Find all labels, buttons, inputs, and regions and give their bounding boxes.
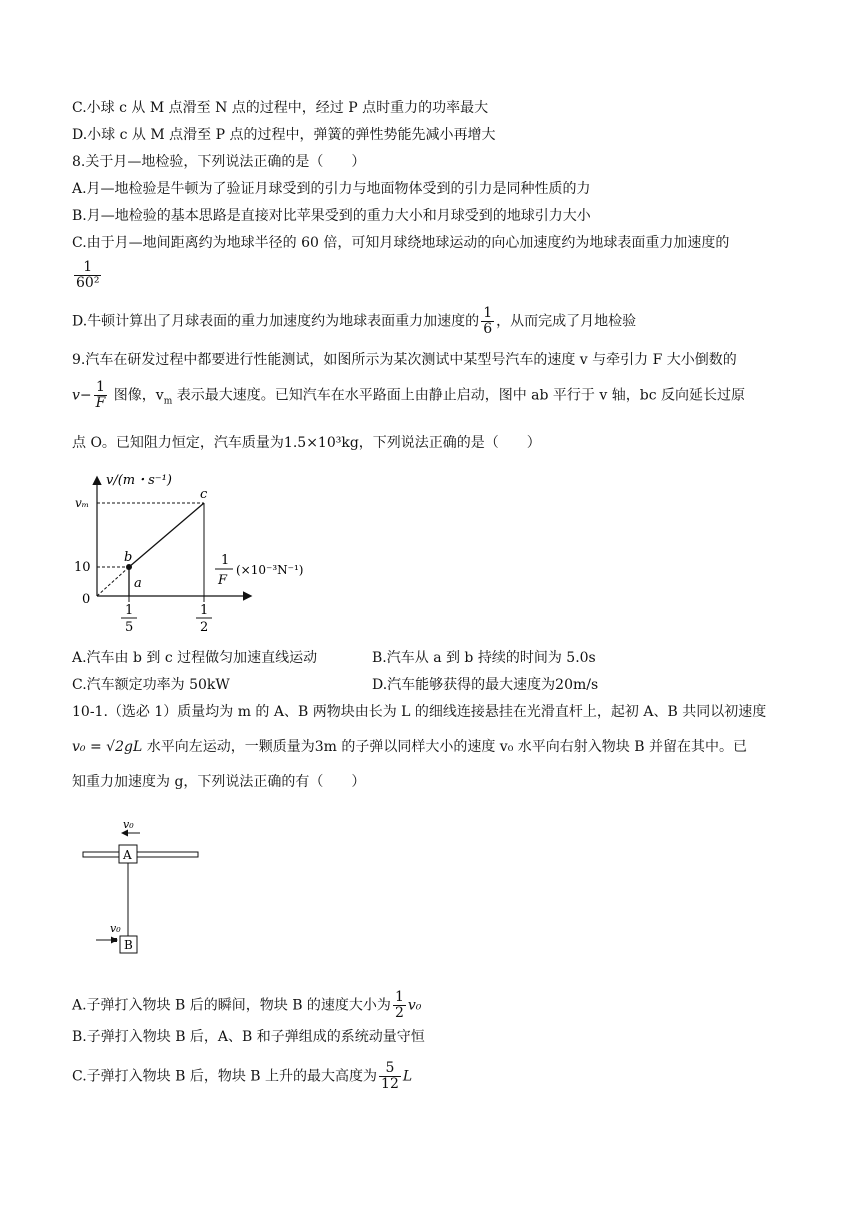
q8-option-c-fraction xyxy=(72,260,103,291)
q10-line2-text: 水平向左运动，一颗质量为3m 的子弹以同样大小的速度 v₀ 水平向右射入物块 B 并留在其中。已 xyxy=(142,739,747,755)
point-c-label: c xyxy=(200,487,208,502)
y-axis-label: v/(m・s⁻¹) xyxy=(106,473,172,488)
fraction-denominator: F xyxy=(95,395,106,411)
point-b-label: b xyxy=(124,550,133,565)
vm-label: vₘ xyxy=(75,496,90,510)
fraction-numerator: 1 xyxy=(94,380,108,396)
fraction-denominator: 6 xyxy=(483,321,493,337)
y-tick-10: 10 xyxy=(74,560,91,575)
segment-bc xyxy=(129,503,204,567)
fraction-denominator: 60² xyxy=(76,275,100,291)
fraction-numerator: 1 xyxy=(74,260,101,276)
x-tick2-num: 1 xyxy=(200,603,209,618)
q9-option-d: D.汽车能够获得的最大速度为20m/s xyxy=(372,677,599,693)
bullet xyxy=(111,938,117,942)
q9-option-c: C.汽车额定功率为 50kW xyxy=(72,677,230,693)
q8-option-a: A.月—地检验是牛顿为了验证月球受到的引力与地面物体受到的引力是同种性质的力 xyxy=(72,181,591,197)
q8-option-d-text: D.牛顿计算出了月球表面的重力加速度约为地球表面重力加速度的 xyxy=(72,313,480,330)
q10-stem-line2 xyxy=(72,737,747,757)
origin-to-b-dashed xyxy=(97,567,129,596)
q8-option-c: C.由于月—地间距离约为地球半径的 60 倍，可知月球绕地球运动的向心加速度约为地球表面重力加速度的 xyxy=(72,235,730,251)
fraction-denominator: 2 xyxy=(394,1005,404,1021)
q10-option-c-tail: L xyxy=(402,1068,413,1085)
origin-label: 0 xyxy=(82,592,91,607)
q10-blocks-figure xyxy=(80,814,210,964)
q10-v0-expr: v₀ = √2gL xyxy=(72,739,143,755)
block-a-label: A xyxy=(123,848,132,862)
q10-option-c xyxy=(72,1061,412,1092)
q9-expr: v− xyxy=(72,387,92,404)
q10-option-a-tail: v₀ xyxy=(407,997,422,1014)
rod xyxy=(83,852,198,857)
v0-bottom-label: v₀ xyxy=(110,922,121,935)
q9-line2-tail: 表示最大速度。已知汽车在水平路面上由静止启动，图中 ab 平行于 v 轴，bc 反向延长过原 xyxy=(172,387,745,404)
q8-option-b: B.月—地检验的基本思路是直接对比苹果受到的重力大小和月球受到的地球引力大小 xyxy=(72,208,591,224)
v0-top-label: v₀ xyxy=(123,818,134,831)
q9-v-1overF-graph xyxy=(70,470,330,635)
q10-stem-line3: 知重力加速度为 g，下列说法正确的有（ ） xyxy=(72,774,366,790)
q9-stem-line2 xyxy=(72,380,745,411)
q8-stem: 8.关于月—地检验，下列说法正确的是（ ） xyxy=(72,154,366,170)
q9-vm-sub: m xyxy=(163,396,173,407)
x-tick1-num: 1 xyxy=(125,603,134,618)
q9-line2-text: 图像，v xyxy=(109,387,164,404)
x-tick2-den: 2 xyxy=(200,620,209,635)
q8-option-d xyxy=(72,306,636,337)
q10-option-b: B.子弹打入物块 B 后，A、B 和子弹组成的系统动量守恒 xyxy=(72,1029,425,1045)
x-tick1-den: 5 xyxy=(125,620,134,635)
q9-stem-line3: 点 O。已知阻力恒定，汽车质量为1.5×10³kg，下列说法正确的是（ ） xyxy=(72,435,541,451)
x-axis-frac-num: 1 xyxy=(221,553,230,568)
point-a-label: a xyxy=(134,576,142,591)
q9-option-a: A.汽车由 b 到 c 过程做匀加速直线运动 xyxy=(72,650,318,666)
q8-option-d-tail: ，从而完成了月地检验 xyxy=(496,313,637,330)
q10-stem-line1: 10-1.（选必 1）质量均为 m 的 A、B 两物块由长为 L 的细线连接悬挂在光滑直杆上，起初 A、B 共同以初速度 xyxy=(72,704,767,720)
x-axis-frac-den: F xyxy=(218,573,228,588)
q10-option-c-text: C.子弹打入物块 B 后，物块 B 上升的最大高度为 xyxy=(72,1068,378,1085)
fraction-numerator: 5 xyxy=(379,1061,401,1077)
q7-option-d: D.小球 c 从 M 点滑至 P 点的过程中，弹簧的弹性势能先减小再增大 xyxy=(72,127,496,143)
q7-option-c: C.小球 c 从 M 点滑至 N 点的过程中，经过 P 点时重力的功率最大 xyxy=(72,100,489,116)
block-b-label: B xyxy=(124,938,133,952)
q9-option-b: B.汽车从 a 到 b 持续的时间为 5.0s xyxy=(372,650,596,666)
fraction-numerator: 1 xyxy=(394,989,404,1005)
q9-stem-line1: 9.汽车在研发过程中都要进行性能测试，如图所示为某次测试中某型号汽车的速度 v 与牵引力 F 大小倒数的 xyxy=(72,352,737,368)
q10-option-a-text: A.子弹打入物块 B 后的瞬间，物块 B 的速度大小为 xyxy=(72,997,391,1014)
fraction-denominator: 12 xyxy=(381,1076,399,1092)
x-axis-unit: (×10⁻³N⁻¹) xyxy=(236,563,304,577)
fraction-numerator: 1 xyxy=(483,305,493,321)
q10-option-a xyxy=(72,990,421,1021)
